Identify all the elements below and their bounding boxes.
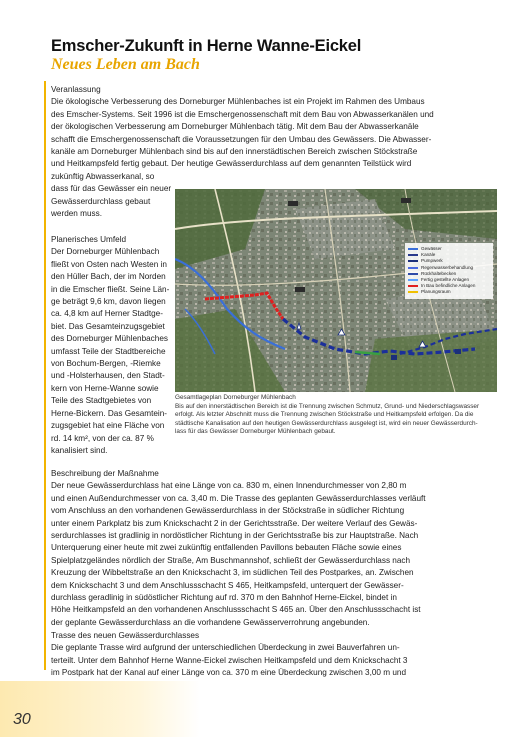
legend-swatch <box>408 254 418 256</box>
text-line: dass für das Gewässer ein neuer <box>51 184 172 194</box>
site-map-figure <box>175 189 497 392</box>
text-line: Die ökologische Verbesserung des Dorneburger Mühlenbaches ist ein Projekt im Rahmen des Umbaus <box>51 97 425 107</box>
text-line: im Postpark hat der Kanal auf einer Länge von ca. 370 m eine Überdeckung zwischen 3,00 m und <box>51 668 407 678</box>
text-line: kanäle am Dorneburger Mühlenbach sind bis auf den innerstädtischen Bereich zwischen Stöckstraße <box>51 147 418 157</box>
text-line: des Dorneburger Mühlenbaches <box>51 334 168 344</box>
text-line: Kreuzung der Wibbeltstraße an den Knickschacht 3, im südlichen Teil des Postparkes, an. Zwischen <box>51 568 414 578</box>
legend-swatch <box>408 267 418 269</box>
text-line: ge beträgt 9,6 km, davon liegen <box>51 297 166 307</box>
text-line: Teile des Stadtgebietes von <box>51 396 152 406</box>
legend-label: Planungsraum <box>421 289 451 295</box>
caption-line: lass für das Gewässer Dorneburger Mühlenbach gebaut. <box>175 428 336 436</box>
legend-swatch <box>408 260 418 262</box>
text-line: zugsgebiet hat eine Fläche von <box>51 421 165 431</box>
figure-caption <box>175 394 497 437</box>
legend-label: Gewässer <box>421 246 442 251</box>
section-heading: Trasse des neuen Gewässerdurchlasses <box>51 631 200 640</box>
section-planerisches-umfeld <box>51 234 175 457</box>
text-line: Höhe Heitkampsfeld an den vorhandenen Anschlussschacht S 465 an. Über den Anschlussschacht ist <box>51 605 421 615</box>
legend-label: Regenwasserbehandlung <box>421 264 474 270</box>
text-line: biet. Das Gesamteinzugsgebiet <box>51 321 165 331</box>
text-line: von Bochum-Bergen, -Riemke <box>51 359 161 369</box>
section-heading: Planerisches Umfeld <box>51 235 127 244</box>
text-line: Der neue Gewässerdurchlass hat eine Länge von ca. 830 m, einen Innendurchmesser von 2,80 m <box>51 481 407 491</box>
text-line: rd. 14 km², von der ca. 87 % <box>51 433 154 443</box>
legend-label: Rückhaltebecken <box>421 270 457 276</box>
legend-item <box>408 289 490 295</box>
text-line: kanalisiert sind. <box>51 445 108 455</box>
section-beschreibung <box>51 468 483 629</box>
caption-line: Bis auf den innerstädtischen Bereich ist die Trennung zwischen Schmutz, Grund- und Niederschlagswasser <box>175 402 480 410</box>
text-line: schafft die Emschergenossenschaft die Voraussetzungen für den Umbau des Gewässers. Die Abwasser- <box>51 134 432 144</box>
section-trasse <box>51 630 483 680</box>
text-line: umfasst Teile der Stadtbereiche <box>51 346 166 356</box>
text-line: Gewässerdurchlass gebaut <box>51 196 151 206</box>
text-line: terteilt. Unter dem Bahnhof Herne Wanne-Eickel zwischen Heitkampsfeld und dem Knickschacht 3 <box>51 655 408 665</box>
section-heading: Beschreibung der Maßnahme <box>51 469 159 478</box>
legend-label: Pumpwerk <box>421 258 443 264</box>
map-legend <box>405 243 493 299</box>
accent-bar <box>44 81 46 670</box>
text-line: und Heitkampsfeld fertig gebaut. Der heutige Gewässerdurchlass auf dem genannten Teilstück wird <box>51 159 412 169</box>
legend-label: Fertig gestellte Anlagen <box>421 276 470 282</box>
legend-swatch <box>408 273 418 275</box>
text-line: und -Holsterhausen, den Stadt- <box>51 371 165 381</box>
page-number: 30 <box>13 711 31 728</box>
legend-label: In Bau befindliche Anlagen <box>421 283 476 289</box>
text-line: Der Dorneburger Mühlenbach <box>51 247 160 257</box>
section-heading: Veranlassung <box>51 85 101 94</box>
text-line: vom Anschluss an den vorhandenen Gewässerdurchlass in der Stöckstraße in südlicher Richtung <box>51 506 405 516</box>
legend-label: Kanäle <box>421 252 436 258</box>
text-line: Herne-Bickern. Das Gesamtein- <box>51 408 168 418</box>
text-line: Die geplante Trasse wird aufgrund der unterschiedlichen Überdeckung in zwei Bauverfahren un- <box>51 643 400 653</box>
page-subtitle: Neues Leben am Bach <box>51 56 200 73</box>
text-line: in die Emscher fließt. Seine Län- <box>51 284 170 294</box>
text-line: Spielplatzgeländes nördlich der Straße, Am Buschmannshof, schließt der Gewässerdurchlass nach <box>51 555 411 565</box>
text-line: den Hüller Bach, der im Norden <box>51 272 166 282</box>
caption-line: erfolgt. Als letzter Abschnitt muss die Trennung zwischen Stöckstraße und Heitkampsfeld erfolgen. Da die <box>175 411 474 419</box>
text-line: fließt von Osten nach Westen in <box>51 259 167 269</box>
text-line: der geplante Gewässerdurchlass an die vorhandene Gewässerverrohrung angebunden. <box>51 617 370 627</box>
text-line: Unterquerung einer heute mit zwei zukünftig entfallenden Pavillons bebauten Fläche sowie eines <box>51 543 402 553</box>
text-line: durchlass geradlinig in südöstlicher Richtung auf rd. 370 m den Bahnhof Herne-Eickel, bindet in <box>51 593 397 603</box>
text-line: und einen Außendurchmesser von ca. 3,40 m. Die Trasse des geplanten Gewässerdurchlasses verläuft <box>51 493 426 503</box>
text-line: serdurchlasses ist gradlinig in nordöstlicher Richtung in der Gerichtsstraße bis zur Hauptstraße. Nach <box>51 531 419 541</box>
text-line: der ökologischen Verbesserung am Dorneburger Mühlenbach tätig. Mit dem Bau der Abwasserkanäle <box>51 122 419 132</box>
text-line: ca. 4,8 km auf Herner Stadtge- <box>51 309 163 319</box>
text-line: des Emscher-Systems. Seit 1996 ist die Emschergenossenschaft mit dem Bau von Abwasserkanälen und <box>51 109 434 119</box>
text-line: kern von Herne-Wanne sowie <box>51 383 159 393</box>
legend-swatch <box>408 248 418 250</box>
caption-title: Gesamtlageplan Dorneburger Mühlenbach <box>175 394 296 401</box>
text-line: dem Knickschacht 3 und dem Anschlussschacht S 465, Heitkampsfeld, unterquert der Gewässer- <box>51 580 404 590</box>
text-line: werden muss. <box>51 209 102 219</box>
text-line: zukünftig Abwasserkanal, so <box>51 171 155 181</box>
legend-swatch <box>408 285 418 287</box>
legend-swatch <box>408 291 418 293</box>
caption-line: städtische Kanalisation auf den heutigen Gewässerdurchlass ausgelegt ist, wird ein neuer Gewässerdurch- <box>175 419 478 427</box>
legend-swatch <box>408 279 418 281</box>
page-title: Emscher-Zukunft in Herne Wanne-Eickel <box>51 37 362 55</box>
text-line: unter einem Parkplatz bis zum Knickschacht 2 in der Gerichtsstraße. Der weitere Verlauf des Gewäs- <box>51 518 418 528</box>
